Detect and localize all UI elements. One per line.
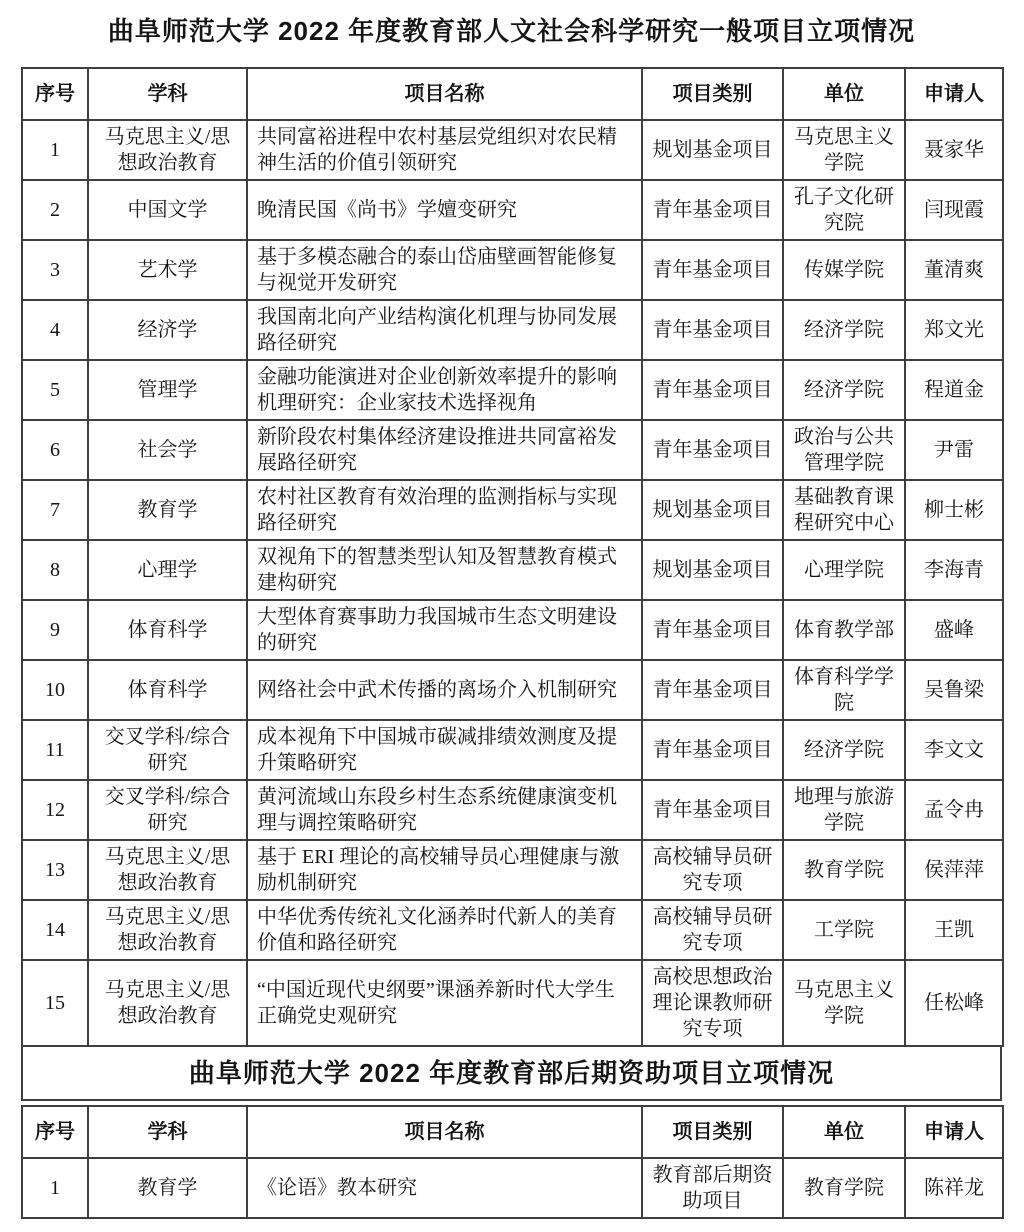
col-header-applicant: 申请人 (905, 68, 1003, 120)
table-cell: 2 (22, 180, 88, 240)
table-cell: 陈祥龙 (905, 1158, 1003, 1218)
table-cell: 李文文 (905, 720, 1003, 780)
section1-title: 曲阜师范大学 2022 年度教育部人文社会科学研究一般项目立项情况 (107, 16, 916, 46)
table-cell: 心理学 (88, 540, 247, 600)
table-row (22, 420, 1003, 480)
table-row (22, 1158, 1003, 1218)
table-cell: 15 (22, 960, 88, 1046)
col-header-project-category: 项目类别 (642, 1106, 783, 1158)
table-cell: 1 (22, 120, 88, 180)
table-cell: 《论语》教本研究 (247, 1158, 642, 1218)
table-row (22, 600, 1003, 660)
table-cell: 基于多模态融合的泰山岱庙壁画智能修复与视觉开发研究 (247, 240, 642, 300)
table-cell: 成本视角下中国城市碳减排绩效测度及提升策略研究 (247, 720, 642, 780)
table-cell: 青年基金项目 (642, 240, 783, 300)
table-cell: 农村社区教育有效治理的监测指标与实现路径研究 (247, 480, 642, 540)
section2-body (22, 1158, 1003, 1218)
table-cell: 经济学院 (783, 720, 905, 780)
table-cell: 双视角下的智慧类型认知及智慧教育模式建构研究 (247, 540, 642, 600)
table-cell: 共同富裕进程中农村基层党组织对农民精神生活的价值引领研究 (247, 120, 642, 180)
table-cell: 体育科学 (88, 660, 247, 720)
table-cell: 盛峰 (905, 600, 1003, 660)
table-cell: 教育学 (88, 480, 247, 540)
table-cell: 心理学院 (783, 540, 905, 600)
spacer (21, 48, 1002, 67)
table-cell: 基础教育课程研究中心 (783, 480, 905, 540)
table-cell: 聂家华 (905, 120, 1003, 180)
table-cell: 经济学院 (783, 300, 905, 360)
table-row (22, 240, 1003, 300)
table-cell: 规划基金项目 (642, 120, 783, 180)
table-cell: 体育科学学院 (783, 660, 905, 720)
table-cell: 中华优秀传统礼文化涵养时代新人的美育价值和路径研究 (247, 900, 642, 960)
table-row (22, 960, 1003, 1046)
table-cell: 4 (22, 300, 88, 360)
table-row (22, 840, 1003, 900)
table-cell: 吴鲁梁 (905, 660, 1003, 720)
table-row (22, 540, 1003, 600)
table-cell: 政治与公共管理学院 (783, 420, 905, 480)
table-cell: 6 (22, 420, 88, 480)
table-cell: 社会学 (88, 420, 247, 480)
col-header-index: 序号 (22, 68, 88, 120)
section2-table (21, 1105, 1004, 1219)
table-cell: 14 (22, 900, 88, 960)
table-cell: 王凯 (905, 900, 1003, 960)
document (21, 14, 1002, 1219)
col-header-unit: 单位 (783, 1106, 905, 1158)
table-cell: 我国南北向产业结构演化机理与协同发展路径研究 (247, 300, 642, 360)
table-cell: 中国文学 (88, 180, 247, 240)
table-cell: 马克思主义/思想政治教育 (88, 900, 247, 960)
table-cell: 地理与旅游学院 (783, 780, 905, 840)
table-cell: 孟令冉 (905, 780, 1003, 840)
section1-table (21, 67, 1004, 1047)
table-cell: 交叉学科/综合研究 (88, 780, 247, 840)
table-cell: 马克思主义学院 (783, 960, 905, 1046)
col-header-applicant: 申请人 (905, 1106, 1003, 1158)
table-row (22, 120, 1003, 180)
table-cell: 董清爽 (905, 240, 1003, 300)
table-cell: 孔子文化研究院 (783, 180, 905, 240)
table-cell: 9 (22, 600, 88, 660)
section2-header (22, 1106, 1003, 1158)
table-row (22, 300, 1003, 360)
table-cell: 大型体育赛事助力我国城市生态文明建设的研究 (247, 600, 642, 660)
table-cell: 1 (22, 1158, 88, 1218)
section2-wrap (21, 1105, 1002, 1219)
table-row (22, 900, 1003, 960)
table-cell: 侯萍萍 (905, 840, 1003, 900)
table-cell: 马克思主义/思想政治教育 (88, 120, 247, 180)
table-cell: 高校思想政治理论课教师研究专项 (642, 960, 783, 1046)
table-cell: 规划基金项目 (642, 540, 783, 600)
table-cell: 经济学院 (783, 360, 905, 420)
table-cell: “中国近现代史纲要”课涵养新时代大学生正确党史观研究 (247, 960, 642, 1046)
table-cell: 体育教学部 (783, 600, 905, 660)
table-cell: 经济学 (88, 300, 247, 360)
table-cell: 教育学院 (783, 1158, 905, 1218)
table-cell: 网络社会中武术传播的离场介入机制研究 (247, 660, 642, 720)
table-row (22, 480, 1003, 540)
table-cell: 青年基金项目 (642, 600, 783, 660)
table-cell: 青年基金项目 (642, 300, 783, 360)
table-cell: 新阶段农村集体经济建设推进共同富裕发展路径研究 (247, 420, 642, 480)
col-header-index: 序号 (22, 1106, 88, 1158)
header-row (22, 1106, 1003, 1158)
table-cell: 马克思主义/思想政治教育 (88, 840, 247, 900)
table-cell: 青年基金项目 (642, 180, 783, 240)
col-header-unit: 单位 (783, 68, 905, 120)
table-cell: 规划基金项目 (642, 480, 783, 540)
table-cell: 马克思主义/思想政治教育 (88, 960, 247, 1046)
table-cell: 柳士彬 (905, 480, 1003, 540)
table-cell: 体育科学 (88, 600, 247, 660)
table-row (22, 360, 1003, 420)
table-cell: 交叉学科/综合研究 (88, 720, 247, 780)
table-cell: 尹雷 (905, 420, 1003, 480)
table-row (22, 720, 1003, 780)
table-cell: 青年基金项目 (642, 360, 783, 420)
table-cell: 管理学 (88, 360, 247, 420)
table-cell: 传媒学院 (783, 240, 905, 300)
table-cell: 工学院 (783, 900, 905, 960)
table-cell: 13 (22, 840, 88, 900)
col-header-project-name: 项目名称 (247, 68, 642, 120)
table-cell: 教育部后期资助项目 (642, 1158, 783, 1218)
col-header-project-category: 项目类别 (642, 68, 783, 120)
table-cell: 7 (22, 480, 88, 540)
table-cell: 11 (22, 720, 88, 780)
section1-body (22, 120, 1003, 1046)
table-cell: 马克思主义学院 (783, 120, 905, 180)
col-header-project-name: 项目名称 (247, 1106, 642, 1158)
table-cell: 8 (22, 540, 88, 600)
table-row (22, 180, 1003, 240)
col-header-discipline: 学科 (88, 68, 247, 120)
table-cell: 基于 ERI 理论的高校辅导员心理健康与激励机制研究 (247, 840, 642, 900)
table-cell: 黄河流域山东段乡村生态系统健康演变机理与调控策略研究 (247, 780, 642, 840)
section2-title: 曲阜师范大学 2022 年度教育部后期资助项目立项情况 (21, 1045, 1002, 1101)
table-cell: 艺术学 (88, 240, 247, 300)
table-cell: 教育学院 (783, 840, 905, 900)
table-cell: 青年基金项目 (642, 420, 783, 480)
table-cell: 青年基金项目 (642, 780, 783, 840)
section1-header (22, 68, 1003, 120)
table-cell: 5 (22, 360, 88, 420)
table-cell: 3 (22, 240, 88, 300)
table-row (22, 660, 1003, 720)
table-cell: 教育学 (88, 1158, 247, 1218)
table-cell: 晚清民国《尚书》学嬗变研究 (247, 180, 642, 240)
col-header-discipline: 学科 (88, 1106, 247, 1158)
table-cell: 青年基金项目 (642, 720, 783, 780)
table-row (22, 780, 1003, 840)
table-cell: 李海青 (905, 540, 1003, 600)
header-row (22, 68, 1003, 120)
table-cell: 10 (22, 660, 88, 720)
table-cell: 12 (22, 780, 88, 840)
table-cell: 金融功能演进对企业创新效率提升的影响机理研究：企业家技术选择视角 (247, 360, 642, 420)
table-cell: 任松峰 (905, 960, 1003, 1046)
table-cell: 高校辅导员研究专项 (642, 840, 783, 900)
table-cell: 高校辅导员研究专项 (642, 900, 783, 960)
table-cell: 程道金 (905, 360, 1003, 420)
table-cell: 闫现霞 (905, 180, 1003, 240)
table-cell: 郑文光 (905, 300, 1003, 360)
table-cell: 青年基金项目 (642, 660, 783, 720)
